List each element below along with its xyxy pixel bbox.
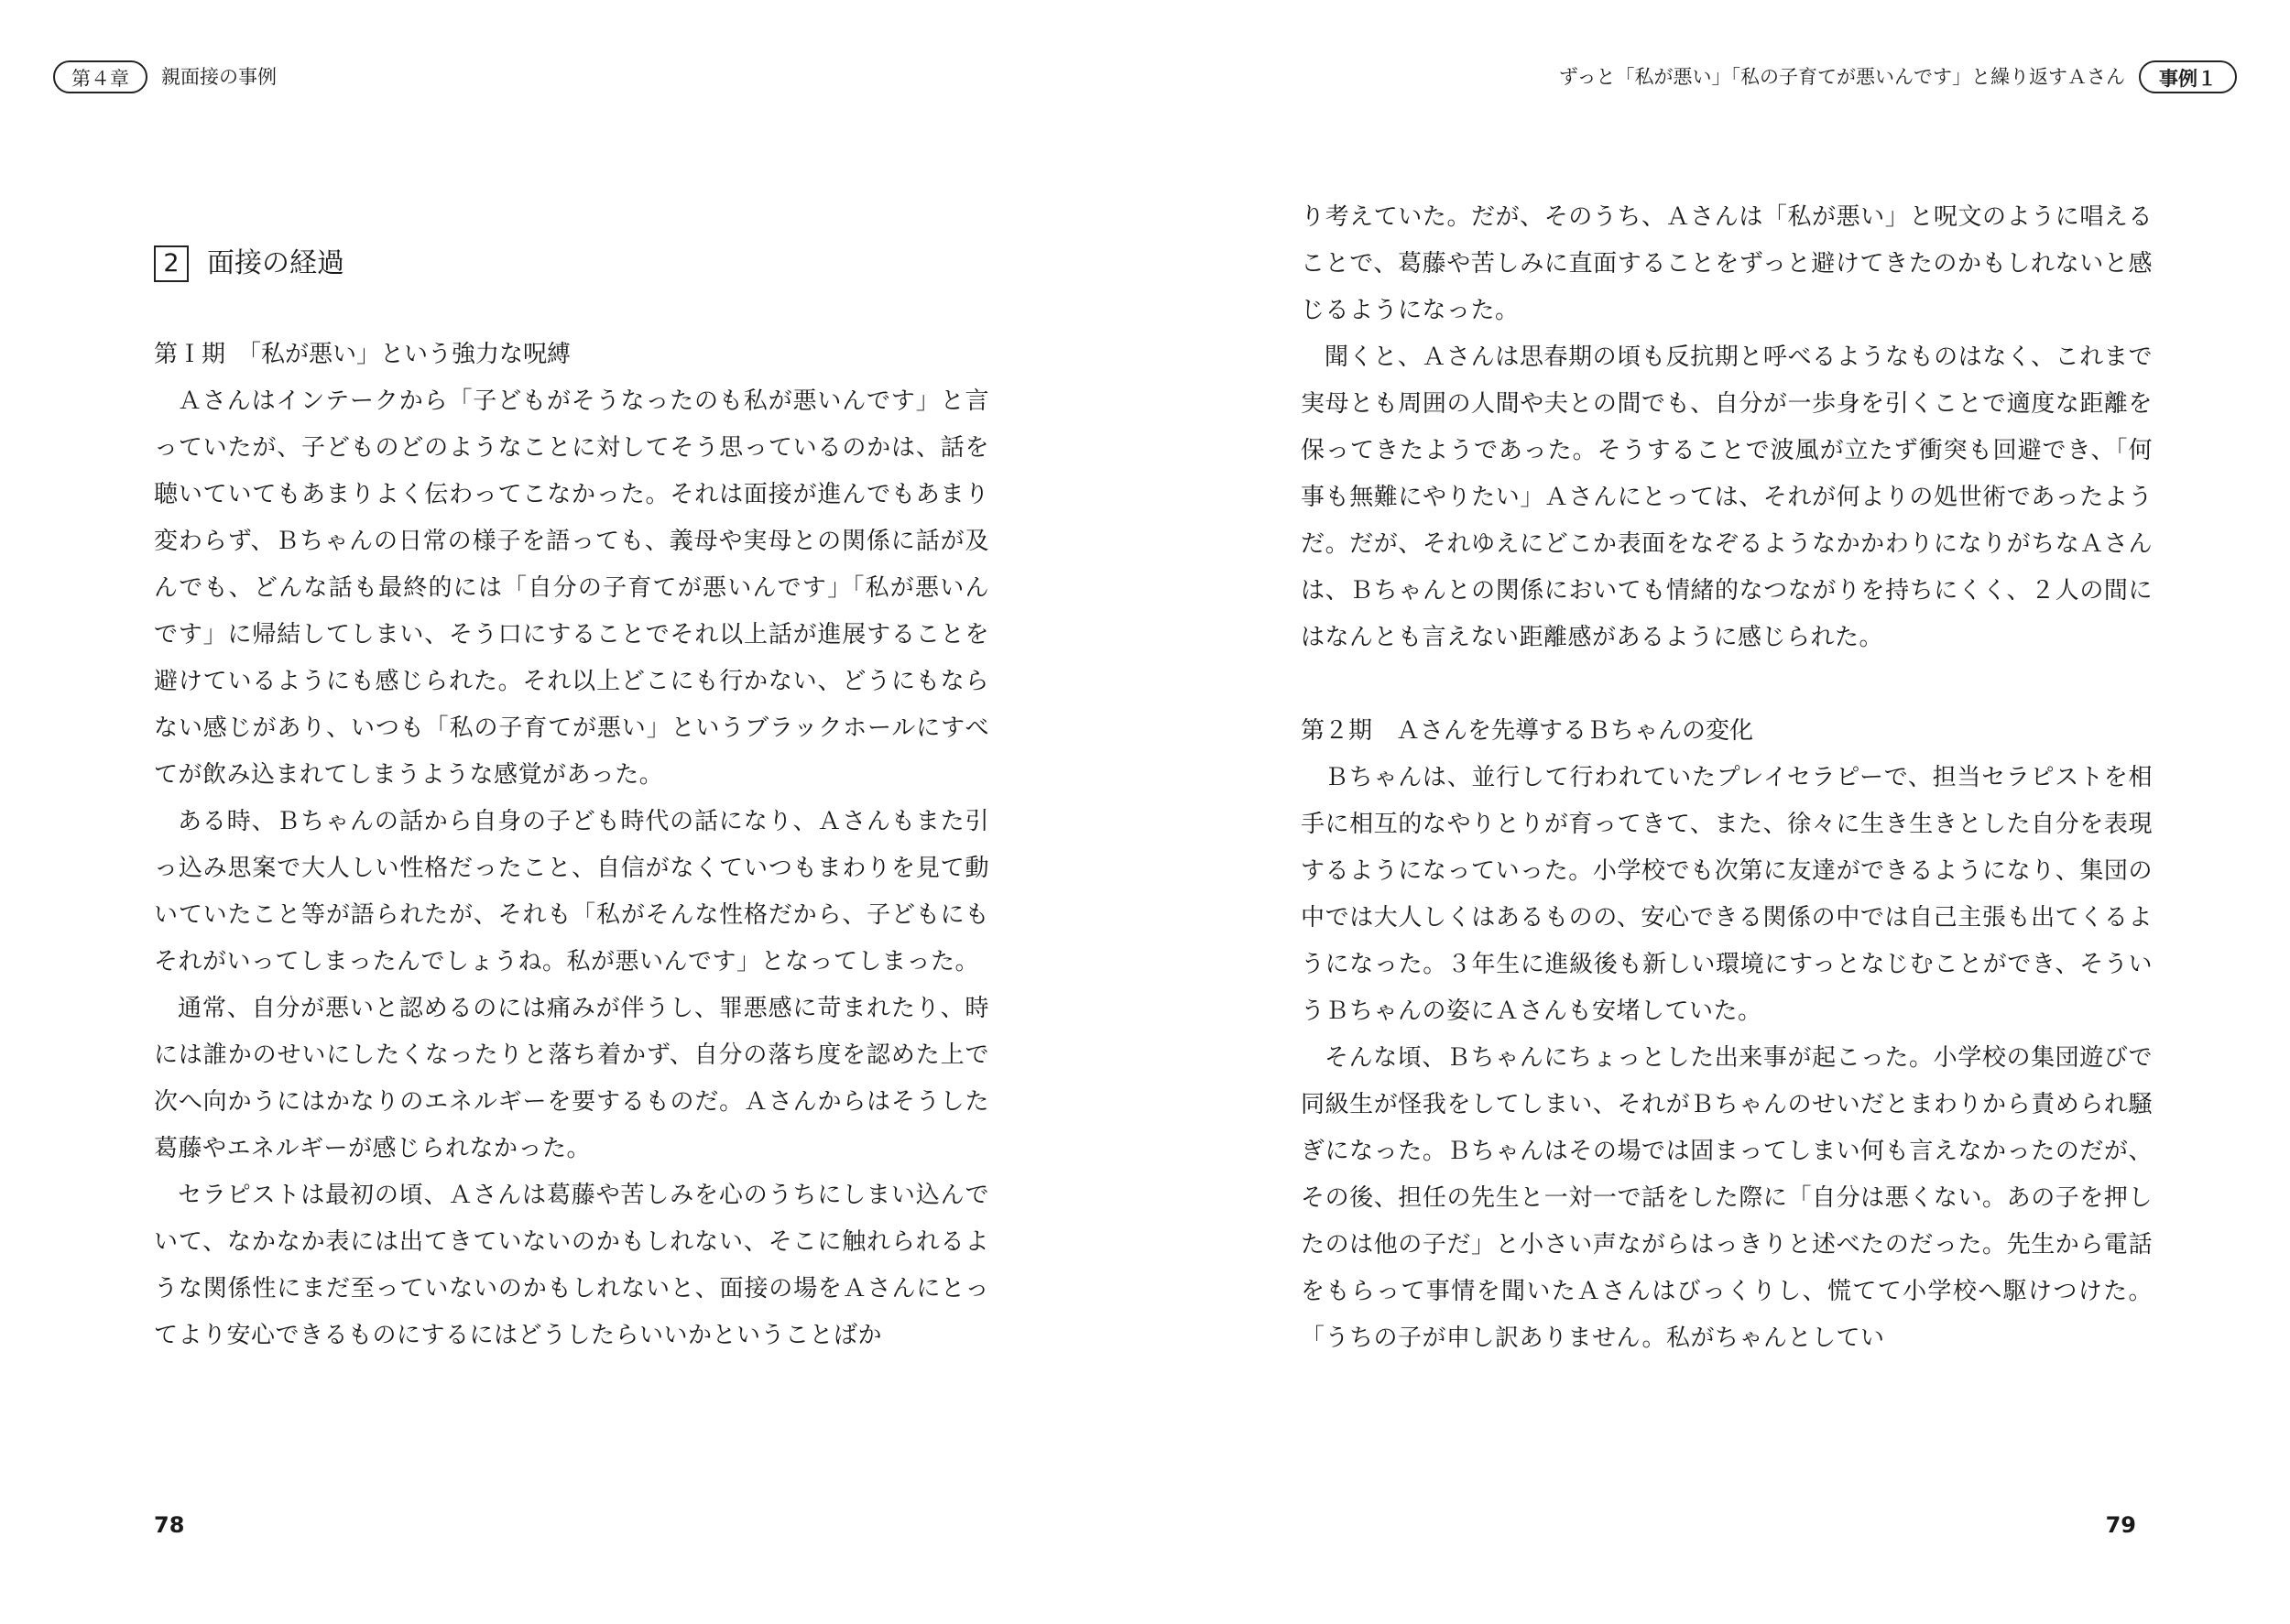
right-paragraph: Ｂちゃんは、並行して行われていたプレイセラピーで、担当セラピストを相手に相互的なやりとりが育ってきて、また、徐々に生き生きとした自分を表現するようになっていった。小学校でも次第に友達ができるようになり、集団の中では大人しくはあるものの、安心できる関係の中では自己主張も出てくるようになった。３年生に進級後も新しい環境にすっとなじむことができ、そういうＢちゃんの姿にＡさんも安堵していた。 [1301,764,2153,1025]
left-paragraph: ある時、Ｂちゃんの話から自身の子ども時代の話になり、Ａさんもまた引っ込み思案で大人しい性格だったこと、自信がなくていつもまわりを見て動いていたこと等が語られたが、それも「私がそんな性格だから、子どもにもそれがいってしまったんでしょうね。私が悪いんです」となってしまった。 [154,808,989,975]
period2-heading: 第２期 Ａさんを先導するＢちゃんの変化 [1301,717,1754,745]
period1-heading: 第Ｉ期 「私が悪い」という強力な呪縛 [154,341,572,368]
right-paragraph: 聞くと、Ａさんは思春期の頃も反抗期と呼べるようなものはなく、これまで実母とも周囲の人間や夫との間でも、自分が一歩身を引くことで適度な距離を保ってきたようであった。そうすることで波風が立たず衝突も回避でき、「何事も無難にやりたい」Ａさんにとっては、それが何よりの処世術であったようだ。だが、それゆえにどこか表面をなぞるようなかかわりになりがちなＡさんは、Ｂちゃんとの関係においても情緒的なつながりを持ちにくく、２人の間にはなんとも言えない距離感があるように感じられた。 [1301,343,2153,651]
section-title: 面接の経過 [207,247,344,279]
section-number-box: 2 [154,245,189,282]
chapter-label-pill: 第４章 [53,60,147,93]
case-title: ずっと「私が悪い」「私の子育てが悪いんです」と繰り返すＡさん [1558,66,2125,88]
left-paragraph: 通常、自分が悪いと認めるのには痛みが伴うし、罪悪感に苛まれたり、時には誰かのせいにしたくなったりと落ち着かず、自分の落ち度を認めた上で次へ向かうにはかなりのエネルギーを要するものだ。Ａさんからはそうした葛藤やエネルギーが感じられなかった。 [154,995,989,1162]
chapter-title: 親面接の事例 [161,66,277,88]
page-number-left: 78 [154,1512,185,1538]
section-heading [154,245,344,282]
paragraph-gap [1301,661,2153,708]
left-page-body [154,332,989,1359]
right-page-body [1301,194,2153,1362]
left-paragraph: セラピストは最初の頃、Ａさんは葛藤や苦しみを心のうちにしまい込んでいて、なかなか表には出てきていないのかもしれない、そこに触れられるような関係性にまだ至っていないのかもしれないと、面接の場をＡさんにとってより安心できるものにするにはどうしたらいいかということばか [154,1182,989,1349]
left-paragraph: Ａさんはインテークから「子どもがそうなったのも私が悪いんです」と言っていたが、子どものどのようなことに対してそう思っているのかは、話を聴いていてもあまりよく伝わってこなかった。それは面接が進んでもあまり変わらず、Ｂちゃんの日常の様子を語っても、義母や実母との関係に話が及んでも、どんな話も最終的には「自分の子育てが悪いんです」「私が悪いんです」に帰結してしまい、そう口にすることでそれ以上話が進展することを避けているようにも感じられた。それ以上どこにも行かない、どうにもならない感じがあり、いつも「私の子育てが悪い」というブラックホールにすべてが飲み込まれてしまうような感覚があった。 [154,387,989,789]
right-continuation-paragraph: り考えていた。だが、そのうち、Ａさんは「私が悪い」と呪文のように唱えることで、葛藤や苦しみに直面することをずっと避けてきたのかもしれないと感じるようになった。 [1301,203,2153,324]
page-number-right: 79 [2105,1512,2136,1538]
case-label-pill: 事例１ [2139,60,2237,93]
right-paragraph: そんな頃、Ｂちゃんにちょっとした出来事が起こった。小学校の集団遊びで同級生が怪我をしてしまい、それがＢちゃんのせいだとまわりから責められ騒ぎになった。Ｂちゃんはその場では固まってしまい何も言えなかったのだが、その後、担任の先生と一対一で話をした際に「自分は悪くない。あの子を押したのは他の子だ」と小さい声ながらはっきりと述べたのだった。先生から電話をもらって事情を聞いたＡさんはびっくりし、慌てて小学校へ駆けつけた。「うちの子が申し訳ありません。私がちゃんとしてい [1301,1044,2153,1352]
